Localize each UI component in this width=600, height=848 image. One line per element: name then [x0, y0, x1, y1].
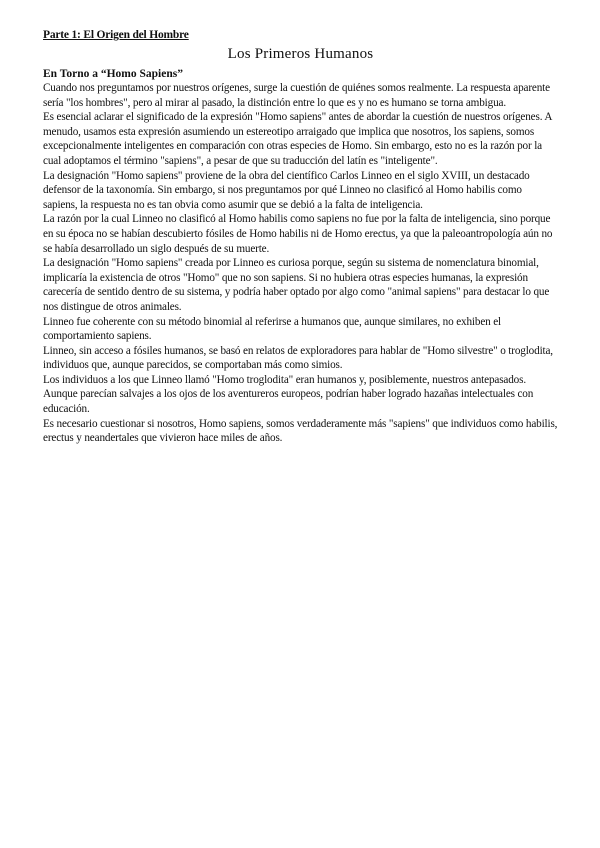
section-title: En Torno a “Homo Sapiens”: [43, 68, 183, 80]
paragraph-6: Linneo fue coherente con su método binomial al referirse a humanos que, aunque similares, no exhiben el comportamiento sapiens.: [43, 315, 501, 343]
paragraph-9: Es necesario cuestionar si nosotros, Homo sapiens, somos verdaderamente más "sapiens" que individuos como habilis, erectus y neandertales que vivieron hace miles de años.: [43, 417, 558, 445]
paragraph-1: Cuando nos preguntamos por nuestros orígenes, surge la cuestión de quiénes somos realmente. La respuesta aparente sería "los hombres", pero al mirar al pasado, la distinción entre lo que es y no es humano se torna ambigua.: [43, 82, 550, 109]
document-body: [43, 81, 558, 446]
part-label: Parte 1: El Origen del Hombre: [43, 29, 189, 41]
document-page: [43, 28, 558, 446]
page-title: Los Primeros Humanos: [227, 46, 374, 62]
paragraph-3: La designación "Homo sapiens" proviene de la obra del científico Carlos Linneo en el siglo XVIII, un destacado defensor de la taxonomía. Sin embargo, si nos preguntamos por qué Linneo no clasificó al Homo habilis como sapiens, la respuesta no es tan obvia como asumir que se debió a la falta de inteligencia.: [43, 169, 530, 211]
paragraph-5: La designación "Homo sapiens" creada por Linneo es curiosa porque, según su sistema de nomenclatura binomial, implicaría la existencia de otros "Homo" que no son sapiens. Si no hubiera otras especies humanas, la expresión carecería de sentido dentro de su sistema, y podría haber optado por algo como "animal sapiens" para destacar lo que nos distingue de otros animales.: [43, 257, 550, 313]
paragraph-7: Linneo, sin acceso a fósiles humanos, se basó en relatos de exploradores para hablar de "Homo silvestre" o troglodita, individuos que, aunque parecidos, se comportaban más como simios.: [43, 344, 553, 372]
paragraph-8: Los individuos a los que Linneo llamó "Homo troglodita" eran humanos y, posiblemente, nuestros antepasados. Aunque parecían salvajes a los ojos de los aventureros europeos, podrían haber logrado hazañas intelectuales con educación.: [43, 373, 534, 416]
paragraph-2: Es esencial aclarar el significado de la expresión "Homo sapiens" antes de abordar la cuestión de nuestros orígenes. A menudo, usamos esta expresión asumiendo un estereotipo arraigado que implica que nosotros, los sapiens, somos excepcionalmente inteligentes en comparación con otras especies de Homo. Sin embargo, esto no es la razón por la cual adoptamos el término "sapiens", a pesar de que su traducción del latín es "inteligente".: [43, 111, 552, 167]
paragraph-4: La razón por la cual Linneo no clasificó al Homo habilis como sapiens no fue por la falta de inteligencia, sino porque en su época no se habían descubierto fósiles de Homo habilis ni de Homo erectus, ya que la paleoantropología aún no se había desarrollado un siglo después de su muerte.: [43, 213, 553, 255]
